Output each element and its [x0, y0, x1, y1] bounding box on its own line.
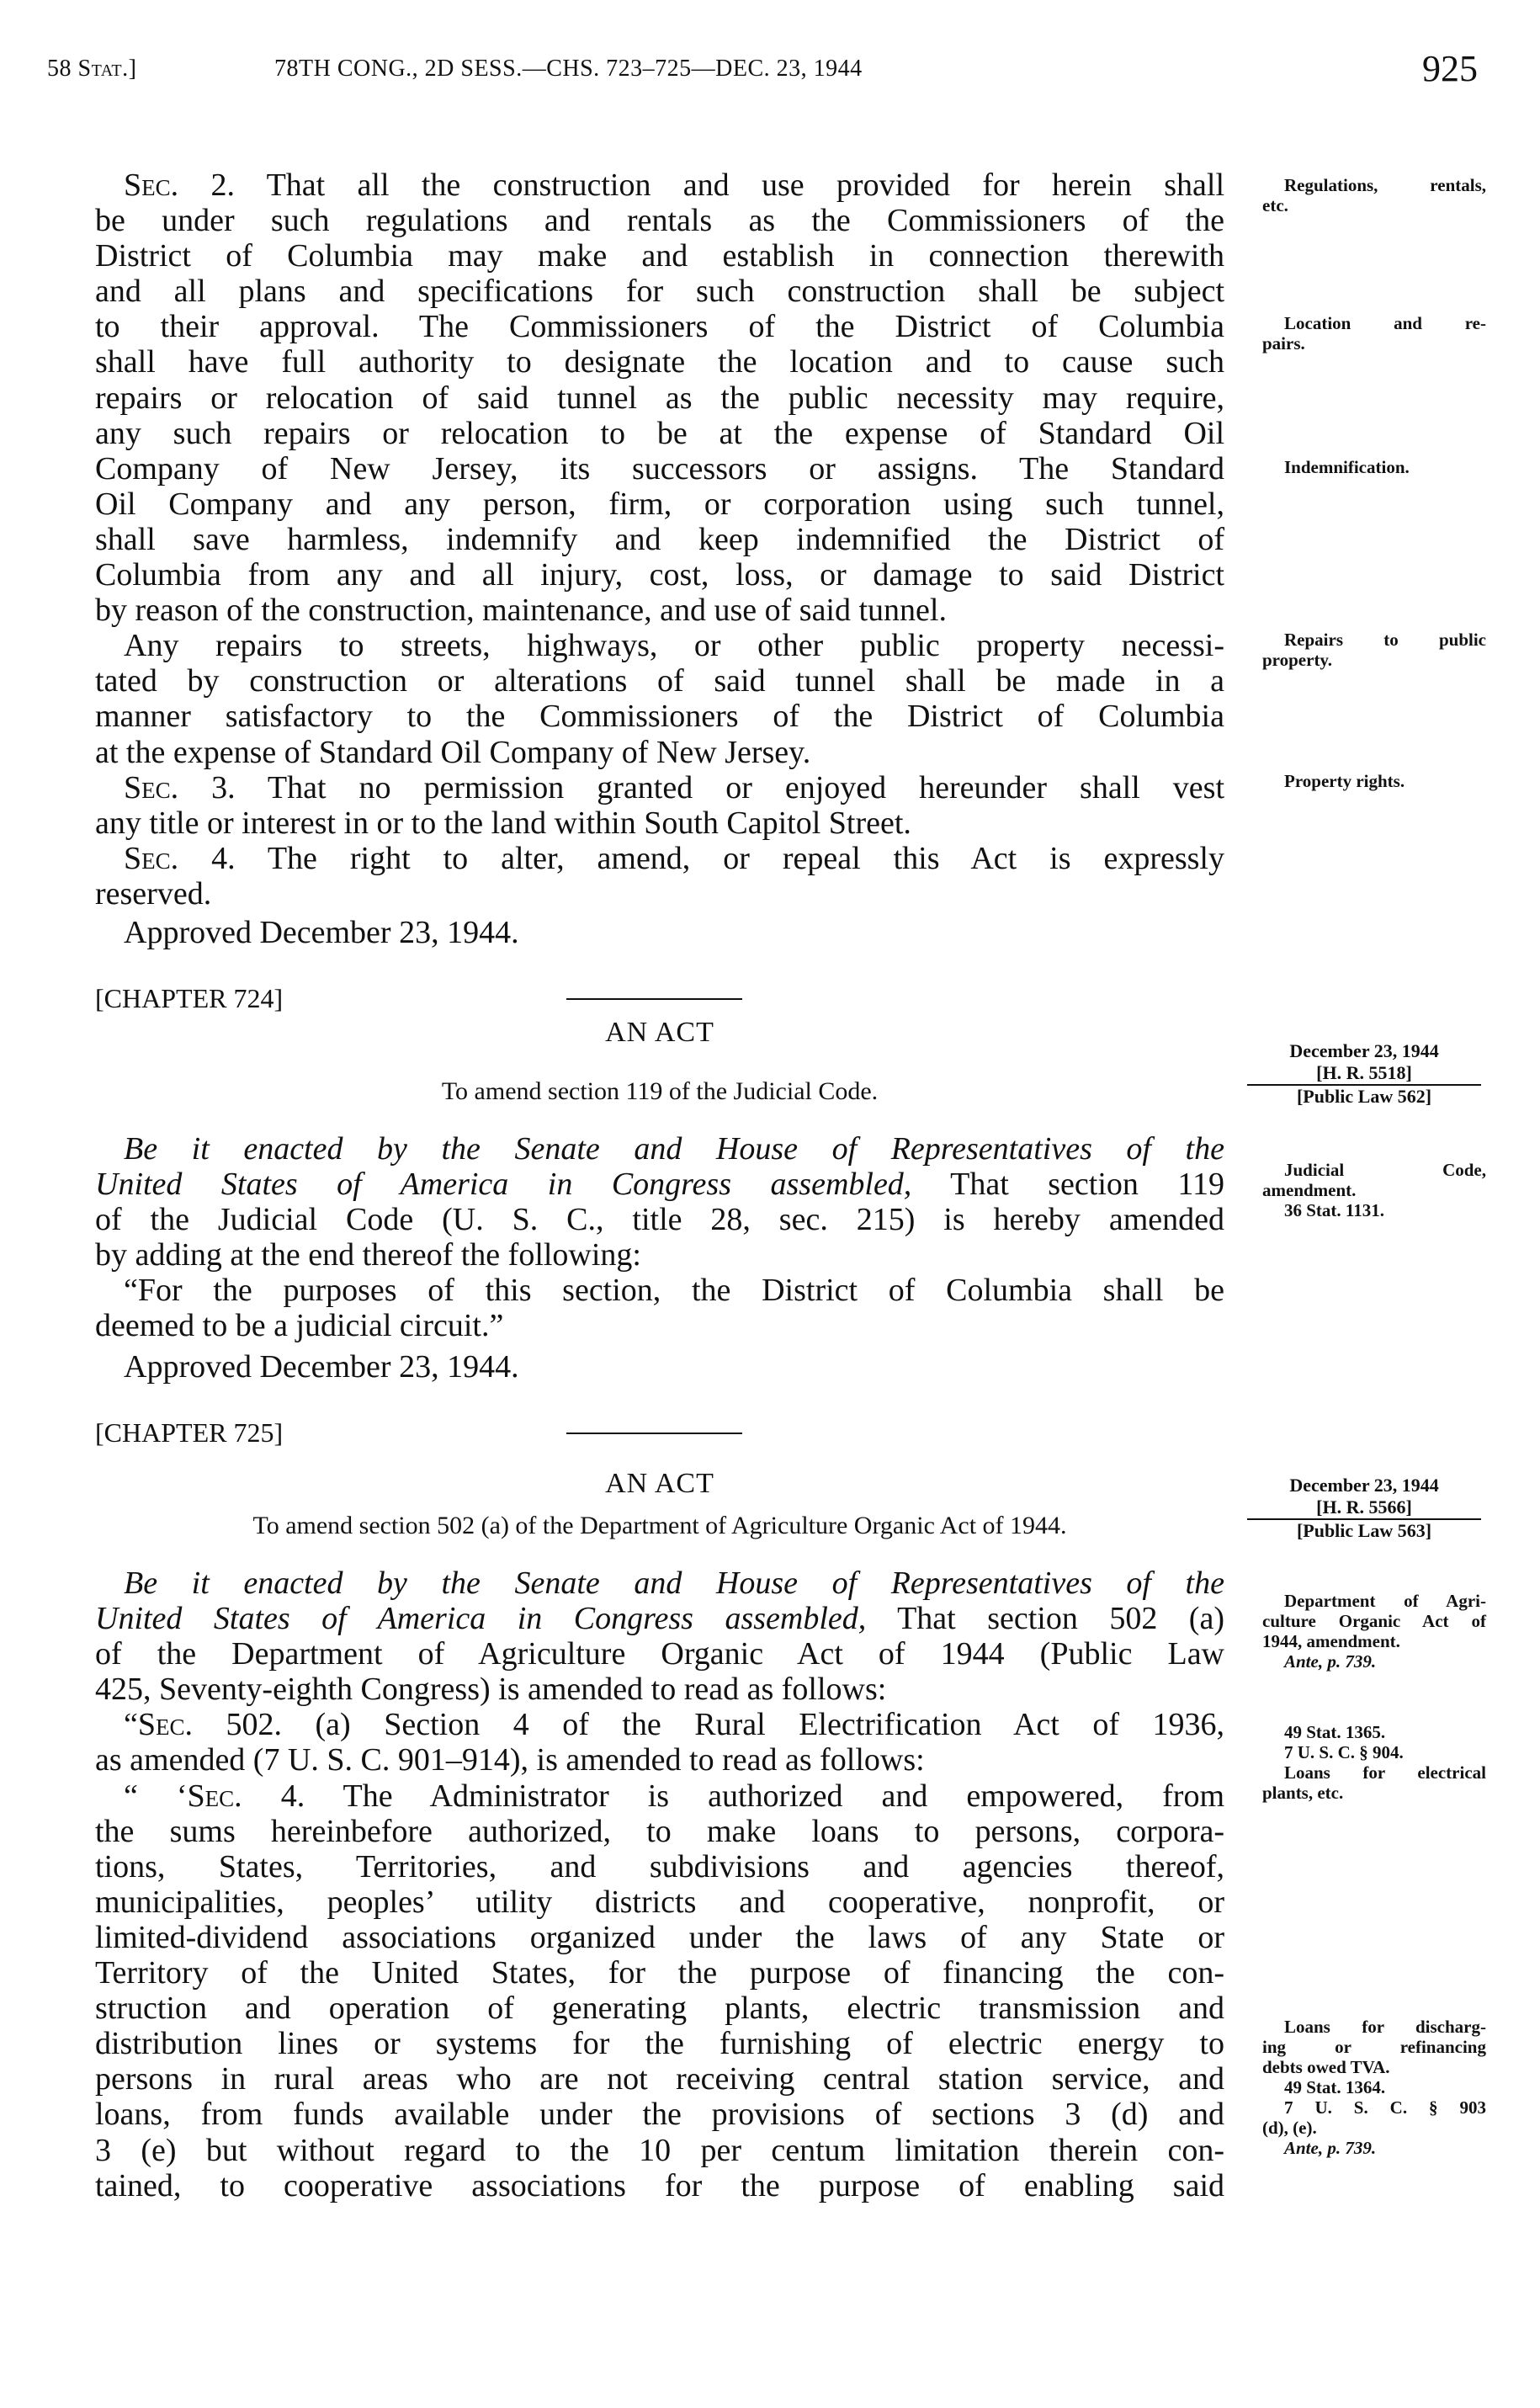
divider-rule [566, 998, 742, 1000]
bill-number: [H. R. 5518] [1247, 1062, 1481, 1086]
text-line [95, 876, 1224, 912]
text-line [95, 238, 1224, 274]
text-segment: loans, from funds available under the provisions of sections 3 (d) and [95, 2097, 1224, 2133]
text-segment: Oil Company and any person, firm, or corporation using such tunnel, [95, 486, 1224, 522]
text-segment: Territory of the United States, for the purpose of financing the con- [95, 1955, 1224, 1991]
text-line [95, 1167, 1224, 1202]
margin-note-line: Indemnification. [1284, 457, 1410, 477]
an-act-heading: AN ACT [605, 1017, 714, 1048]
text-line [95, 1955, 1224, 1991]
text-segment: Company of New Jersey, its successors or assigns. The Standard [95, 450, 1224, 486]
public-law-number: [Public Law 563] [1296, 1520, 1432, 1541]
bill-number: [H. R. 5566] [1247, 1496, 1481, 1520]
italic-text: Be it enacted by the Senate and House of Representatives of the [124, 1565, 1224, 1601]
text-segment: of the Department of Agriculture Organic Act of 1944 (Public Law [95, 1636, 1224, 1672]
margin-note [1262, 771, 1486, 791]
margin-note-line: property. [1262, 650, 1333, 670]
margin-note-line: 1944, amendment. [1262, 1631, 1400, 1651]
act-title: To amend section 119 of the Judicial Code. [441, 1077, 879, 1105]
text-segment: “For the purposes of this section, the District of Columbia shall be [124, 1273, 1224, 1309]
margin-note [1262, 1591, 1486, 1672]
text-segment: and all plans and specifications for such construction shall be subject [95, 274, 1224, 310]
italic-text: United States of America in Congress assembled, [95, 1601, 867, 1637]
text-line [95, 593, 1224, 628]
text-segment: shall save harmless, indemnify and keep indemnified the District of [95, 521, 1224, 557]
text-line [95, 486, 1224, 522]
section-marker: Sec. [124, 840, 179, 876]
text-line [95, 628, 1224, 663]
text-segment: District of Columbia may make and establish in connection therewith [95, 238, 1224, 274]
an-act-heading: AN ACT [605, 1468, 714, 1499]
section-text-ch723 [95, 167, 1224, 912]
margin-note [1262, 457, 1486, 477]
text-line [95, 1884, 1224, 1920]
margin-note-line: Regulations, rentals, [1284, 175, 1486, 195]
text-segment: 4. The right to alter, amend, or repeal this Act is expressly [178, 840, 1224, 876]
text-segment: by adding at the end thereof the following: [95, 1237, 641, 1273]
margin-note-line: pairs. [1262, 333, 1305, 353]
section-marker: Sec. [137, 1707, 194, 1743]
text-segment: reserved. [95, 875, 212, 912]
text-segment: That section 502 (a) [866, 1601, 1224, 1637]
margin-note-line: ing or refinancing [1262, 2037, 1486, 2057]
margin-note-line: Ante, p. 739. [1284, 1651, 1377, 1672]
divider-rule [566, 1433, 742, 1434]
italic-text: Be it enacted by the Senate and House of Representatives of the [124, 1131, 1224, 1167]
text-line [95, 309, 1224, 344]
text-line [95, 1920, 1224, 1955]
text-line [95, 1601, 1224, 1636]
margin-note-line: 7 U. S. C. § 904. [1284, 1742, 1404, 1762]
text-line [95, 2097, 1224, 2132]
text-segment: limited-dividend associations organized under the laws of any State or [95, 1919, 1224, 1955]
section-marker: Sec. [124, 167, 179, 203]
margin-note-line: 49 Stat. 1365. [1284, 1722, 1386, 1742]
text-segment: 4. The Administrator is authorized and empowered, from [242, 1778, 1224, 1814]
section-text-ch725 [95, 1565, 1224, 2203]
enactment-date: December 23, 1944 [1289, 1475, 1439, 1496]
text-segment: struction and operation of generating plants, electric transmission and [95, 1991, 1224, 2027]
text-segment: distribution lines or systems for the furnishing of electric energy to [95, 2026, 1224, 2062]
volume-reference: 58 Stat.] [47, 56, 137, 82]
text-segment: by reason of the construction, maintenance, and use of said tunnel. [95, 593, 947, 629]
margin-note-line: etc. [1262, 195, 1288, 215]
running-head: 78TH CONG., 2D SESS.—CHS. 723–725—DEC. 23, 1944 [274, 56, 863, 82]
text-segment: as amended (7 U. S. C. 901–914), is amended to read as follows: [95, 1742, 925, 1778]
margin-note [1262, 630, 1486, 670]
text-line [95, 770, 1224, 805]
text-segment: persons in rural areas who are not receiving central station service, and [95, 2061, 1224, 2097]
approval-date: Approved December 23, 1944. [124, 915, 519, 950]
text-segment: 2. That all the construction and use provided for herein shall [178, 167, 1224, 203]
margin-note-line: amendment. [1262, 1180, 1357, 1200]
text-segment: That section 119 [911, 1167, 1224, 1203]
text-segment: Any repairs to streets, highways, or other public property necessi- [124, 628, 1224, 664]
enactment-info [1247, 1040, 1481, 1108]
text-line [95, 735, 1224, 770]
margin-note-line: Location and re- [1284, 313, 1486, 333]
approval-date: Approved December 23, 1944. [124, 1349, 519, 1385]
text-line [95, 1273, 1224, 1308]
text-segment: shall have full authority to designate the location and to cause such [95, 344, 1224, 380]
margin-note-line: Judicial Code, [1284, 1160, 1486, 1180]
text-segment: “ [124, 1707, 138, 1743]
text-line [95, 1672, 1224, 1707]
text-segment: Columbia from any and all injury, cost, loss, or damage to said District [95, 557, 1224, 593]
text-line [95, 1742, 1224, 1778]
text-line [95, 1131, 1224, 1167]
margin-note-line: 49 Stat. 1364. [1284, 2077, 1386, 2097]
margin-note-line: 7 U. S. C. § 903 [1284, 2097, 1486, 2118]
text-segment: 502. (a) Section 4 of the Rural Electrification Act of 1936, [193, 1707, 1224, 1743]
margin-note [1262, 313, 1486, 353]
text-line [95, 557, 1224, 593]
margin-note-line: Property rights. [1284, 771, 1405, 791]
text-line [95, 663, 1224, 699]
public-law-number: [Public Law 562] [1296, 1086, 1432, 1107]
margin-note-line: plants, etc. [1262, 1783, 1344, 1803]
text-segment: any title or interest in or to the land within South Capitol Street. [95, 805, 911, 841]
margin-note-line: Loans for discharg- [1284, 2017, 1486, 2037]
enactment-date: December 23, 1944 [1289, 1040, 1439, 1061]
page-number: 925 [1422, 48, 1478, 89]
section-text-ch724 [95, 1131, 1224, 1344]
text-segment: 425, Seventy-eighth Congress) is amended to read as follows: [95, 1672, 887, 1708]
text-segment: municipalities, peoples’ utility districts and cooperative, nonprofit, or [95, 1884, 1224, 1920]
margin-note-line: (d), (e). [1262, 2118, 1317, 2138]
act-title: To amend section 502 (a) of the Department of Agriculture Organic Act of 1944. [252, 1512, 1067, 1539]
text-segment: be under such regulations and rentals as the Commissioners of the [95, 203, 1224, 239]
text-segment: tions, States, Territories, and subdivisions and agencies thereof, [95, 1848, 1224, 1884]
text-segment: 3 (e) but without regard to the 10 per centum limitation therein con- [95, 2132, 1224, 2168]
text-line [95, 344, 1224, 380]
text-line [95, 1814, 1224, 1849]
chapter-label: [CHAPTER 724] [95, 983, 284, 1013]
text-segment: repairs or relocation of said tunnel as the public necessity may require, [95, 380, 1224, 416]
text-line [95, 167, 1224, 203]
text-line [95, 1565, 1224, 1601]
margin-note-line: Repairs to public [1284, 630, 1486, 650]
margin-note-line: culture Organic Act of [1262, 1611, 1486, 1631]
text-line [95, 805, 1224, 841]
chapter-label: [CHAPTER 725] [95, 1417, 284, 1448]
margin-note [1262, 1160, 1486, 1220]
text-segment: tained, to cooperative associations for the purpose of enabling said [95, 2167, 1224, 2203]
text-line [95, 380, 1224, 416]
margin-note-line: Department of Agri- [1284, 1591, 1486, 1611]
section-marker: Sec. [187, 1778, 242, 1814]
text-line [95, 2133, 1224, 2168]
enactment-info [1247, 1475, 1481, 1542]
text-line [95, 2061, 1224, 2097]
text-segment: of the Judicial Code (U. S. C., title 28, sec. 215) is hereby amended [95, 1202, 1224, 1238]
margin-note [1262, 2017, 1486, 2158]
text-line [95, 1778, 1224, 1814]
text-segment: the sums hereinbefore authorized, to make loans to persons, corpora- [95, 1813, 1224, 1849]
text-line [95, 416, 1224, 451]
text-line [95, 699, 1224, 734]
text-segment: deemed to be a judicial circuit.” [95, 1308, 504, 1344]
italic-text: United States of America in Congress assembled, [95, 1167, 912, 1203]
text-segment: “ ‘ [124, 1778, 188, 1814]
text-line [95, 203, 1224, 238]
text-segment: tated by construction or alterations of said tunnel shall be made in a [95, 663, 1224, 699]
margin-note [1262, 175, 1486, 215]
text-line [95, 1308, 1224, 1343]
margin-note-line: debts owed TVA. [1262, 2057, 1390, 2077]
text-line [95, 2168, 1224, 2203]
margin-note-line: 36 Stat. 1131. [1284, 1200, 1385, 1220]
text-line [95, 1636, 1224, 1672]
text-segment: any such repairs or relocation to be at the expense of Standard Oil [95, 415, 1224, 451]
text-line [95, 1707, 1224, 1742]
margin-note-line: Ante, p. 739. [1284, 2138, 1377, 2158]
text-segment: to their approval. The Commissioners of the District of Columbia [95, 309, 1224, 345]
text-line [95, 1991, 1224, 2026]
text-line [95, 1237, 1224, 1273]
text-line [95, 1202, 1224, 1237]
section-marker: Sec. [124, 769, 179, 805]
text-line [95, 2026, 1224, 2061]
text-segment: manner satisfactory to the Commissioners of the District of Columbia [95, 699, 1224, 735]
text-line [95, 451, 1224, 486]
text-line [95, 274, 1224, 309]
margin-note-line: Loans for electrical [1284, 1762, 1486, 1783]
text-segment: 3. That no permission granted or enjoyed hereunder shall vest [178, 769, 1224, 805]
text-segment: at the expense of Standard Oil Company of New Jersey. [95, 734, 811, 770]
margin-note [1262, 1722, 1486, 1803]
text-line [95, 1849, 1224, 1884]
text-line [95, 522, 1224, 557]
text-line [95, 841, 1224, 876]
